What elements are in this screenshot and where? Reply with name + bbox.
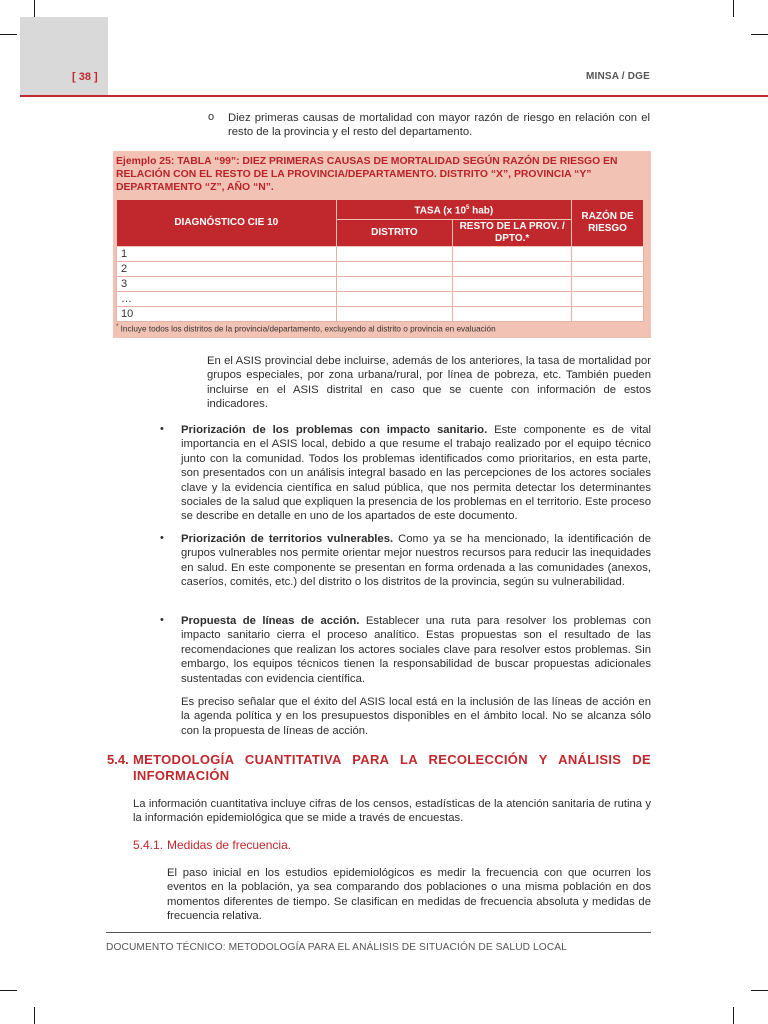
table-row: 3 [117, 277, 644, 292]
col-diagnosis: DIAGNÓSTICO CIE 10 [117, 200, 337, 247]
section-5-4-1-text: El paso inicial en los estudios epidemiológicos es medir la frecuencia con que ocurren los eventos en la población, ya sea comparando dos poblaciones o una misma población en dos momentos diferentes de tiempo. Se clasifican en medidas de frecuencia absoluta y medidas de frecuencia relativa. [167, 867, 651, 923]
bullet-marker: • [160, 532, 164, 544]
header-publisher: MINSA / DGE [585, 71, 650, 82]
col-district: DISTRITO [336, 220, 453, 247]
bullet-priorization-territories: Priorización de territorios vulnerables. Como ya se ha mencionado, la identificación de grupos vulnerables nos permite orientar mejor nuestros recursos para reducir las inequidades en salud. En este componente se presentan en forma ordenada a las comunidades (anexos, caseríos, comités, etc.) del distrito o los distritos de la provincia, según su vulnerabilidad. [181, 533, 652, 589]
col-rate-group: TASA (x $10^5$ hab) [336, 200, 572, 220]
success-paragraph: Es preciso señalar que el éxito del ASIS local está en la inclusión de las líneas de acción en la agenda política y en los presupuestos disponibles en el ámbito local. No se alcanza sólo con la propuesta de líneas de acción. [181, 696, 651, 737]
crop-mark [733, 1007, 734, 1024]
table-row: 2 [117, 262, 644, 277]
bullet-action-lines: Propuesta de líneas de acción. Establecer una ruta para resolver los problemas con impacto sanitario cierra el proceso analítico. Estas propuestas son el resultado de las recomendaciones que realizan los actores sociales clave para resolver estos problemas. Sin embargo, los equipos técnicos tienen la responsabilidad de buscar propuestas adicionales sustentadas con evidencia científica. [181, 615, 651, 685]
page-number: [ 38 ] [72, 71, 98, 83]
bullet-priorization-problems: Priorización de los problemas con impacto sanitario. Este componente es de vital importancia en el ASIS local, debido a que resume el trabajo realizado por el equipo técnico junto con la comunidad. Todos los problemas identificados como prioritarios, en esta parte, son presentados con un análisis integral basado en las percepciones de los actores sociales clave y la evidencia científica en salud pública, que nos permita detectar los determinantes sociales de la salud que expliquen la presencia de los problemas en el territorio. Este proceso se describe en detalle en uno de los apartados de este documento. [181, 424, 652, 523]
provincial-paragraph: En el ASIS provincial debe incluirse, además de los anteriores, la tasa de mortalidad por grupos especiales, por zona urbana/rural, por línea de pobreza, etc. También pueden incluirse en el ASIS distrital en caso que se cuente con información de estos indicadores. [207, 355, 651, 411]
header-rule [20, 95, 768, 97]
table-row: 1 [117, 247, 644, 262]
col-risk-ratio: RAZÓN DE RIESGO [572, 200, 644, 247]
section-title: METODOLOGÍA CUANTITATIVA PARA LA RECOLECCIÓN Y ANÁLISIS DE INFORMACIÓN [133, 752, 651, 783]
subsection-title: Medidas de frecuencia. [167, 838, 292, 852]
crop-mark [751, 990, 768, 991]
intro-bullet-text: Diez primeras causas de mortalidad con mayor razón de riesgo en relación con el resto de la provincia y el resto del departamento. [228, 112, 650, 139]
section-number: 5.4. [107, 752, 129, 767]
example-title: Ejemplo 25: TABLA “99”: DIEZ PRIMERAS CAUSAS DE MORTALIDAD SEGÚN RAZÓN DE RIESGO EN RELACIÓN CON EL RESTO DE LA PROVINCIA/DEPARTAMENTO. DISTRITO “X”, PROVINCIA “Y” DEPARTAMENTO “Z”, AÑO “N”. [116, 156, 618, 193]
section-5-4-text: La información cuantitativa incluye cifras de los censos, estadísticas de la atención sanitaria de rutina y la información epidemiológica que se mide a través de encuestas. [133, 798, 651, 825]
crop-mark [733, 0, 734, 17]
crop-mark [34, 0, 35, 17]
table-row: 10 [117, 307, 644, 322]
table-row: … [117, 292, 644, 307]
crop-mark [34, 1007, 35, 1024]
crop-mark [751, 34, 768, 35]
col-rest: RESTO DE LA PROV. / DPTO.* [453, 220, 572, 247]
bullet-marker: • [160, 614, 164, 626]
mortality-table [116, 199, 644, 322]
table-footnote: * Incluye todos los distritos de la provincia/departamento, excluyendo al distrito o provincia en evaluación [116, 324, 496, 334]
footer-text: DOCUMENTO TÉCNICO: METODOLOGÍA PARA EL ANÁLISIS DE SITUACIÓN DE SALUD LOCAL [106, 942, 567, 953]
crop-mark [0, 990, 17, 991]
footer-rule [106, 932, 651, 933]
subsection-number: 5.4.1. [133, 838, 164, 852]
crop-mark [0, 34, 17, 35]
bullet-marker: • [160, 423, 164, 435]
bullet-marker: o [208, 111, 215, 123]
page-tab [20, 17, 108, 96]
